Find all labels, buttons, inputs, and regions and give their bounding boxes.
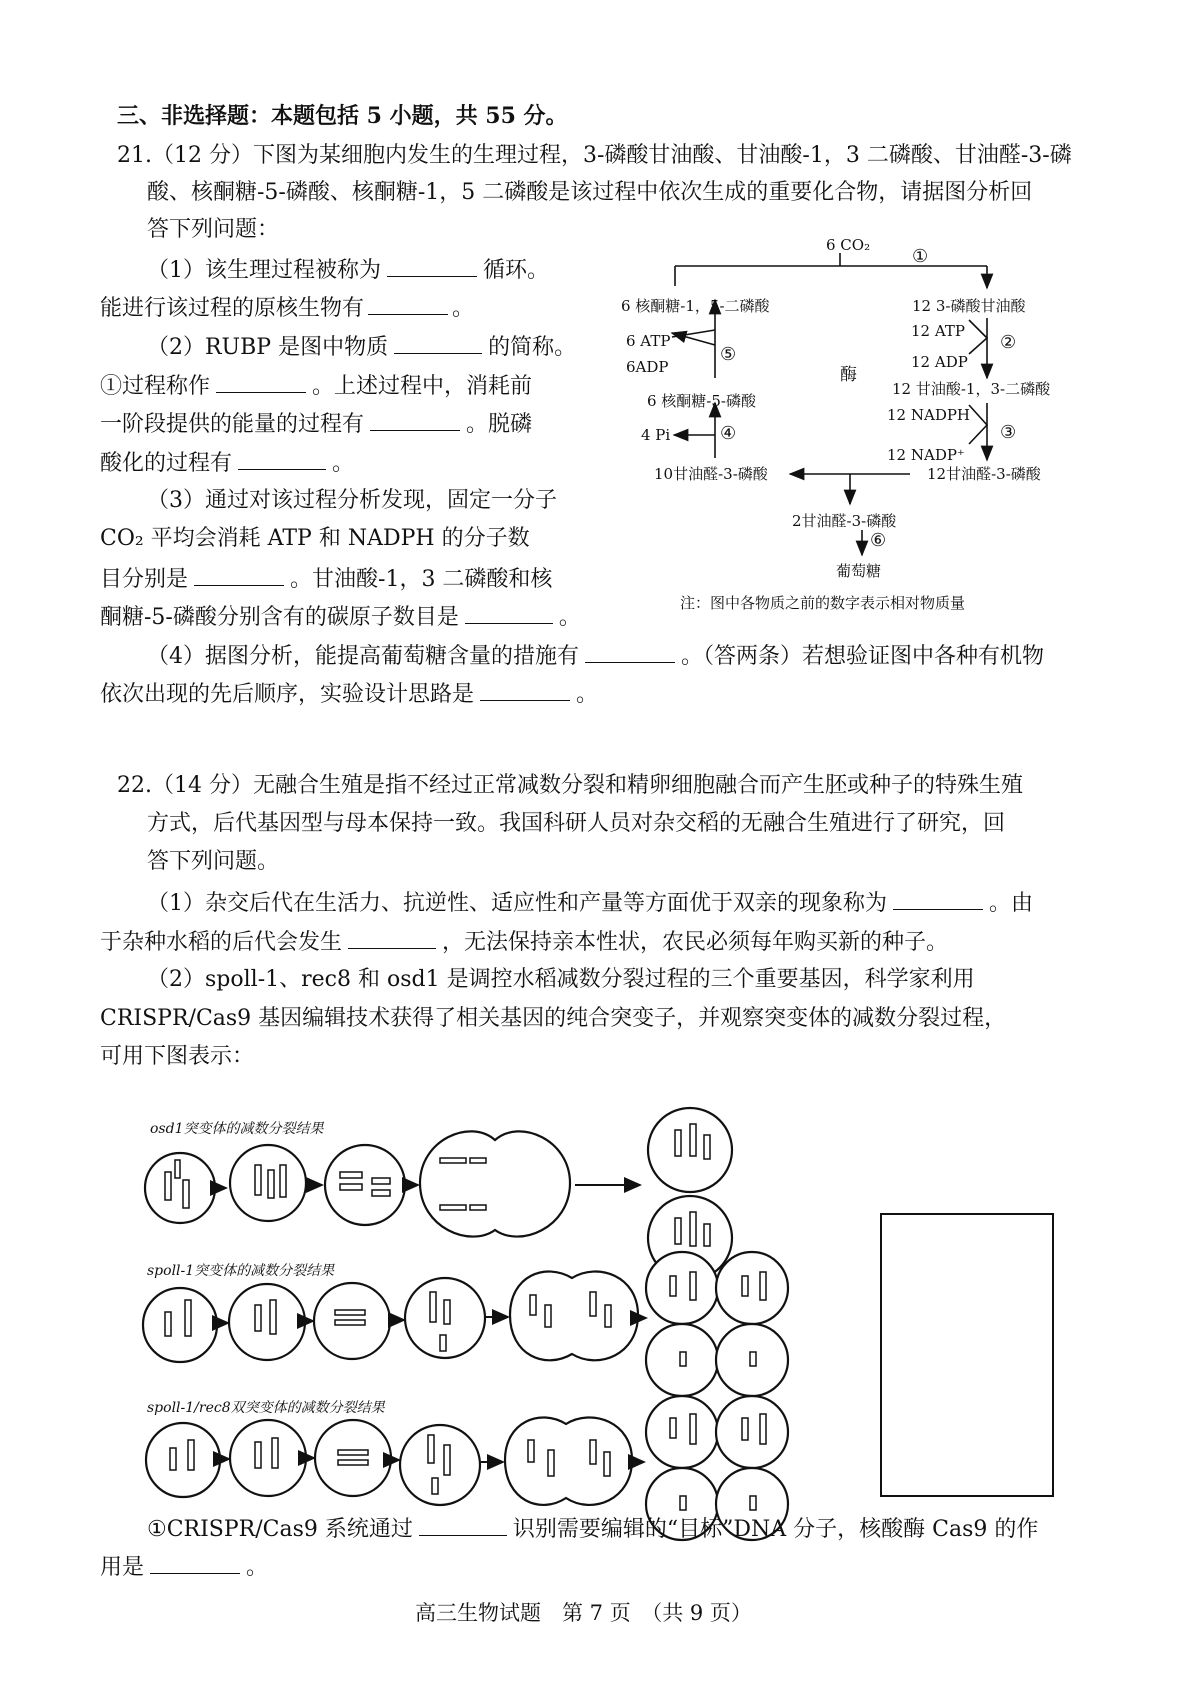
step4-number: ④	[720, 423, 737, 444]
g3p2-label: 2甘油醛-3-磷酸	[792, 512, 897, 530]
spoll1-caption: spoll-1突变体的减数分裂结果	[147, 1263, 335, 1279]
ribp-label: 6 核酮糖-1，5-二磷酸	[621, 297, 770, 315]
q22-part1-line2: 于杂种水稻的后代会发生 ，无法保持亲本性状，农民必须每年购买新的种子。	[100, 930, 949, 955]
diagram-note: 注：图中各物质之前的数字表示相对物质量	[680, 594, 966, 612]
page-footer: 高三生物试题 第 7 页 （共 9 页）	[415, 1601, 752, 1625]
q21-part1-line1: （1）该生理过程被称为 循环。	[147, 258, 550, 283]
pga-label: 12 3-磷酸甘油酸	[912, 297, 1026, 315]
q21-part2-line3: 一阶段提供的能量的过程有 。脱磷	[100, 412, 533, 437]
q22-sub1-line2: 用是 。	[100, 1555, 269, 1580]
answer-blank[interactable]	[419, 1515, 507, 1536]
q21-line1: 21.（12 分）下图为某细胞内发生的生理过程，3-磷酸甘油酸、甘油酸-1，3 二磷酸、甘油醛-3-磷	[117, 143, 1072, 168]
q21-part4-line2: 依次出现的先后顺序，实验设计思路是 。	[100, 682, 599, 707]
q21-part2-line4: 酸化的过程有 。	[100, 451, 355, 476]
osd1-row	[145, 1108, 732, 1280]
q22-part2-line1: （2）spoll-1、rec8 和 osd1 是调控水稻减数分裂过程的三个重要基因，科学家利用	[147, 967, 975, 992]
q21-part4-line1: （4）据图分析，能提高葡萄糖含量的措施有 。（答两条）若想验证图中各种有机物	[147, 644, 1045, 669]
bpga-label: 12 甘油酸-1，3-二磷酸	[892, 380, 1051, 398]
step5-number: ⑤	[720, 344, 737, 365]
ru5p-label: 6 核酮糖-5-磷酸	[647, 392, 756, 410]
q22-sub1-line1: ①CRISPR/Cas9 系统通过 识别需要编辑的“目标”DNA 分子，核酸酶 Cas9 的作	[147, 1517, 1039, 1542]
q21-part1-line2: 能进行该过程的原核生物有 。	[100, 296, 475, 321]
q21-part3-line4: 酮糖-5-磷酸分别含有的碳原子数目是 。	[100, 605, 581, 630]
atp6-label: 6 ATP	[626, 332, 671, 350]
q21-line2: 酸、核酮糖-5-磷酸、核酮糖-1，5 二磷酸是该过程中依次生成的重要化合物，请据图分析回	[147, 180, 1033, 205]
co2-label: 6 CO₂	[826, 236, 871, 254]
q22-line3: 答下列问题。	[147, 849, 280, 874]
q22-line2: 方式，后代基因型与母本保持一致。我国科研人员对杂交稻的无融合生殖进行了研究，回	[147, 811, 1006, 836]
q21-part2-line1: （2）RUBP 是图中物质 的简称。	[147, 335, 577, 360]
atp12-label: 12 ATP	[911, 322, 965, 340]
q22-part2-line3: 可用下图表示：	[100, 1044, 255, 1069]
q22-part2-line2: CRISPR/Cas9 基因编辑技术获得了相关基因的纯合突变子，并观察突变体的减数分裂过程，	[100, 1006, 1007, 1031]
step2-number: ②	[1000, 332, 1017, 353]
q22-part1-line1: （1）杂交后代在生活力、抗逆性、适应性和产量等方面优于双亲的现象称为 。由	[147, 891, 1034, 916]
section-title: 三、非选择题：本题包括 5 小题，共 55 分。	[117, 103, 568, 129]
adp12-label: 12 ADP	[911, 353, 968, 371]
nadp-label: 12 NADP⁺	[887, 446, 965, 464]
g3p12-label: 12甘油醛-3-磷酸	[927, 465, 1041, 483]
q21-part3-line3: 目分别是 。甘油酸-1，3 二磷酸和核	[100, 567, 553, 592]
answer-blank[interactable]	[150, 1553, 240, 1574]
answer-drawing-box[interactable]	[880, 1213, 1054, 1497]
pi-label: 4 Pi	[641, 426, 671, 444]
step1-number: ①	[912, 246, 929, 267]
osd1-caption: osd1突变体的减数分裂结果	[150, 1121, 324, 1137]
q22-line1: 22.（14 分）无融合生殖是指不经过正常减数分裂和精卵细胞融合而产生胚或种子的特殊生殖	[117, 773, 1023, 798]
g3p10-label: 10甘油醛-3-磷酸	[654, 465, 768, 483]
q21-part3-line2: CO₂ 平均会消耗 ATP 和 NADPH 的分子数	[100, 526, 530, 551]
step6-number: ⑥	[870, 530, 887, 551]
enzyme-label: 酶	[840, 365, 857, 385]
step3-number: ③	[1000, 422, 1017, 443]
spoll1-rec8-caption: spoll-1/rec8双突变体的减数分裂结果	[147, 1400, 385, 1416]
q21-line3: 答下列问题：	[147, 217, 280, 242]
q21-part3-line1: （3）通过对该过程分析发现，固定一分子	[147, 488, 557, 513]
adp6-label: 6ADP	[626, 358, 669, 376]
q21-part2-line2: ①过程称作 。上述过程中，消耗前	[100, 374, 533, 399]
nadph-label: 12 NADPH	[887, 406, 971, 424]
glucose-label: 葡萄糖	[836, 562, 882, 580]
